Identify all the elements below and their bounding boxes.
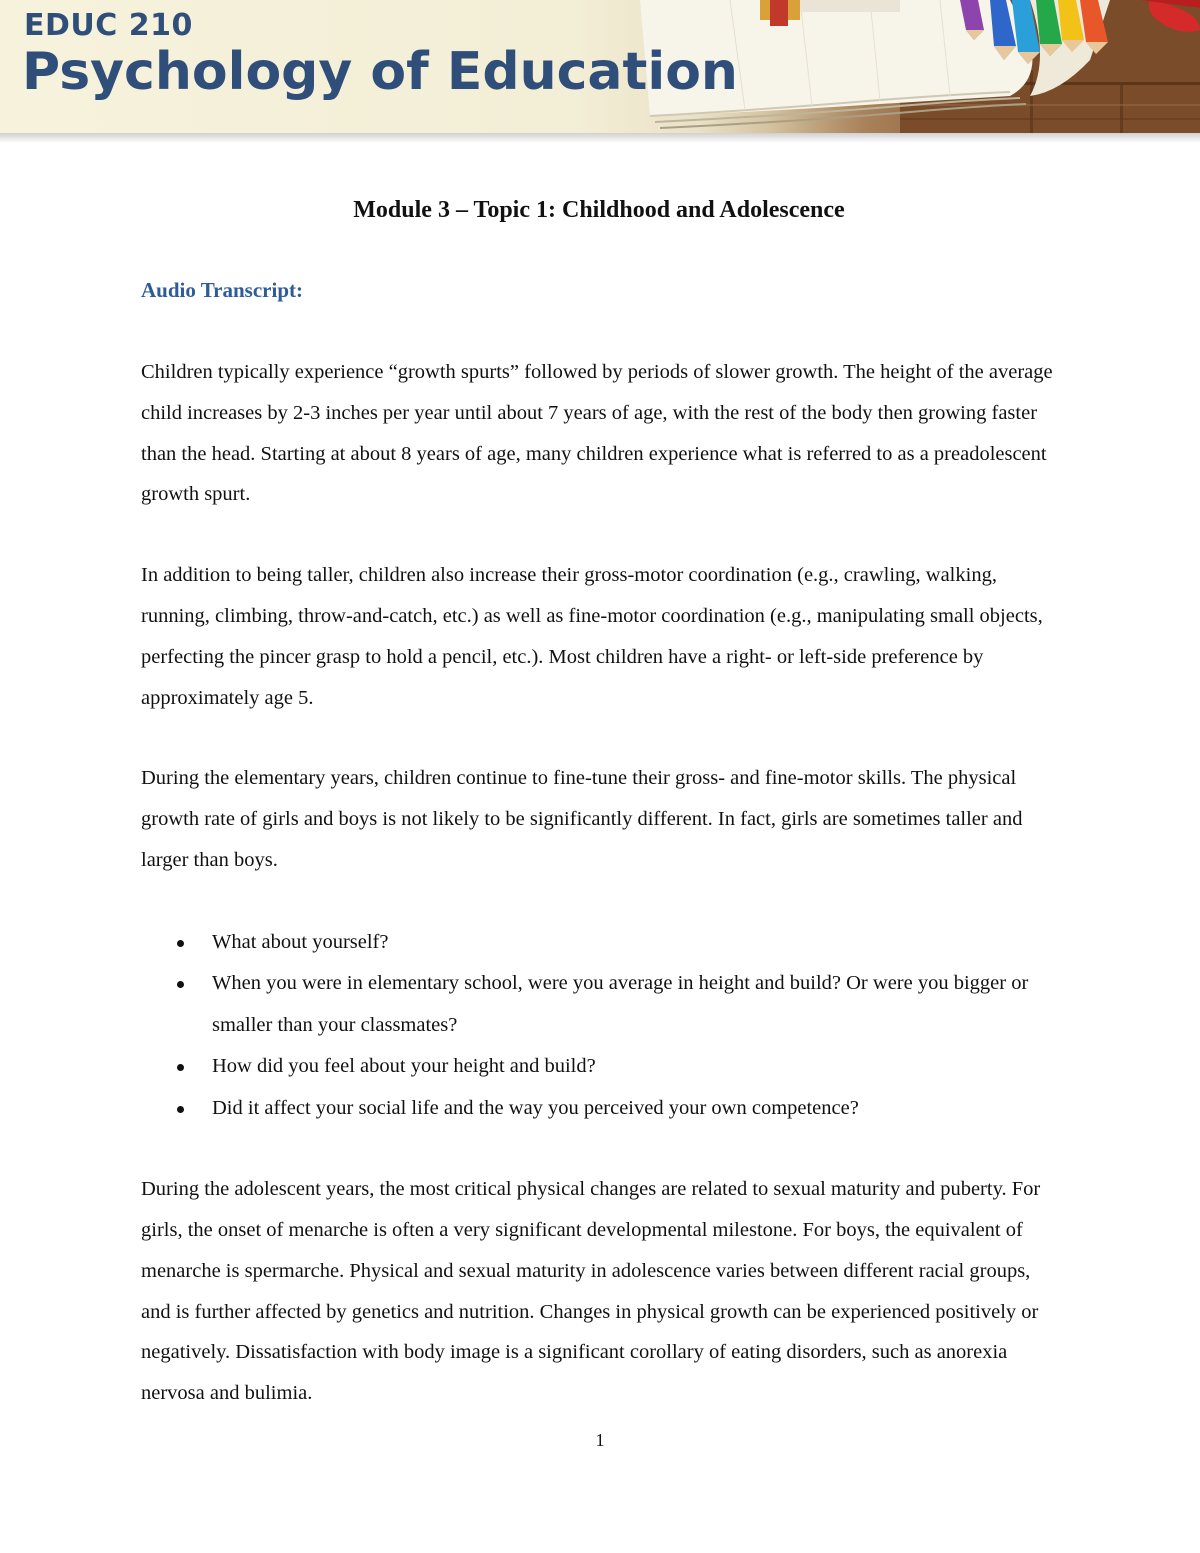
list-item-text: What about yourself? [212, 930, 389, 953]
list-item-text: Did it affect your social life and the way you perceived your own competence? [212, 1096, 859, 1119]
paragraph-elementary-years: During the elementary years, children continue to fine-tune their gross- and fine-motor skills. The physical growth rate of girls and boys is not likely to be significantly different. In fact, girls are sometimes taller and larger than boys. [141, 767, 1023, 871]
document-body [141, 186, 1061, 1414]
bullet-icon [177, 1064, 184, 1071]
paragraph-growth-spurts: Children typically experience “growth spurts” followed by periods of slower growth. The height of the average child increases by 2-3 inches per year until about 7 years of age, with the rest of the body then growing faster than the head. Starting at about 8 years of age, many children experience what is referred to as a preadolescent growth spurt. [141, 361, 1053, 506]
reflection-question-list [141, 922, 1061, 1130]
paragraph-adolescent-years: During the adolescent years, the most critical physical changes are related to sexual maturity and puberty. For girls, the onset of menarche is often a very significant developmental milestone. For boys, the equivalent of menarche is spermarche. Physical and sexual maturity in adolescence varies between different racial groups, and is further affected by genetics and nutrition. Changes in physical growth can be experienced positively or negatively. Dissatisfaction with body image is a significant corollary of eating disorders, such as anorexia nervosa and bulimia. [141, 1178, 1041, 1405]
list-item [141, 1088, 1061, 1130]
page-title: Module 3 – Topic 1: Childhood and Adolescence [353, 197, 845, 223]
section-label-audio-transcript: Audio Transcript: [141, 278, 303, 302]
list-item-text: How did you feel about your height and build? [212, 1055, 596, 1078]
list-item [141, 922, 1061, 964]
page-number: 1 [595, 1430, 605, 1450]
list-item [141, 963, 1061, 1046]
bullet-icon [177, 1106, 184, 1113]
bullet-icon [177, 981, 184, 988]
course-code: EDUC 210 [24, 8, 193, 43]
banner-divider [0, 133, 1200, 143]
bullet-icon [177, 940, 184, 947]
course-title: Psychology of Education [22, 42, 738, 102]
header-banner [0, 0, 1200, 133]
list-item [141, 1046, 1061, 1088]
list-item-text: When you were in elementary school, were you average in height and build? Or were you bigger or smaller than your classmates? [212, 972, 1029, 1036]
paragraph-motor-coordination: In addition to being taller, children also increase their gross-motor coordination (e.g., crawling, walking, running, climbing, throw-and-catch, etc.) as well as fine-motor coordination (e.g., manipulating small objects, perfecting the pincer grasp to hold a pencil, etc.). Most children have a right- or left-side preference by approximately age 5. [141, 564, 1043, 709]
